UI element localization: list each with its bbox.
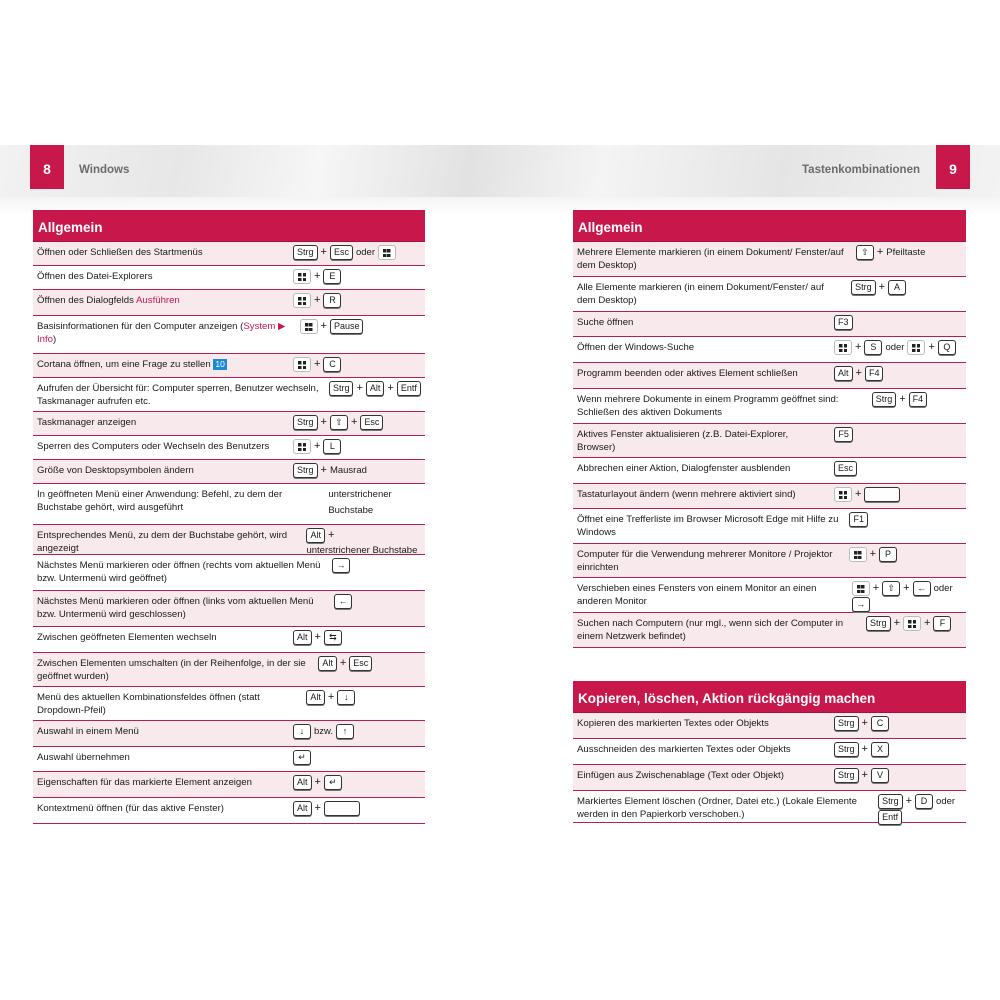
key-combination	[834, 713, 966, 738]
key-combination	[293, 242, 425, 265]
key-combination	[293, 747, 425, 771]
key-combination	[293, 290, 425, 315]
keycap: Alt	[293, 630, 312, 645]
table-row	[573, 739, 966, 765]
keycap: Alt	[293, 801, 312, 816]
shortcut-description	[573, 424, 834, 457]
description-text: Nächstes Menü markieren oder öffnen (rechts vom aktuellen Menü bzw. Untermenü wird geöffnet)	[37, 560, 321, 584]
windows-key-icon	[849, 547, 867, 562]
windows-logo-icon	[298, 297, 306, 305]
description-text: Suche öffnen	[577, 317, 634, 328]
space-key	[864, 487, 900, 502]
plus-sign: +	[350, 416, 358, 428]
keycap: Alt	[306, 690, 325, 705]
plus-sign: +	[861, 743, 868, 755]
key-combination	[293, 627, 425, 652]
shortcut-description	[573, 613, 866, 647]
key-combination	[293, 460, 425, 483]
shortcut-description	[573, 578, 852, 612]
plus-sign: +	[878, 281, 886, 293]
table-row	[33, 316, 425, 354]
description-text: Tastaturlayout ändern (wenn mehrere aktiviert sind)	[577, 489, 796, 500]
plus-sign: +	[320, 246, 327, 258]
plus-sign: +	[314, 631, 321, 643]
keycap: Entf	[397, 381, 421, 396]
windows-key-icon	[834, 340, 852, 355]
keycap: P	[879, 547, 897, 562]
shortcut-description	[33, 242, 293, 265]
shortcut-description	[573, 312, 834, 336]
table-row	[573, 791, 966, 823]
key-combination	[834, 484, 966, 508]
shortcut-description	[33, 316, 300, 353]
description-text: Auswahl in einem Menü	[37, 726, 139, 737]
windows-logo-icon	[305, 323, 313, 331]
keycap: Strg	[293, 415, 318, 430]
plus-sign: +	[924, 617, 931, 629]
shortcut-description	[573, 277, 851, 311]
key-combination	[306, 687, 425, 720]
description-text: Sperren des Computers oder Wechseln des Benutzers	[37, 441, 270, 452]
windows-logo-icon	[839, 344, 847, 352]
keycap: →	[852, 597, 870, 612]
section-header: Allgemein	[33, 210, 425, 242]
keycap: Strg	[293, 463, 318, 478]
keycap: L	[323, 439, 341, 454]
keycap: Alt	[366, 381, 385, 396]
plus-sign: +	[861, 769, 868, 781]
key-text: unterstrichener Buchstabe	[306, 545, 418, 556]
keycap: ⇧	[330, 415, 348, 430]
shortcut-description	[33, 484, 328, 524]
version-badge: 10	[215, 359, 225, 369]
keycap: Strg	[834, 742, 859, 757]
key-combination	[834, 739, 966, 764]
description-text: Öffnen des Datei-Explorers	[37, 271, 153, 282]
key-combination	[306, 525, 425, 554]
shortcut-description	[573, 739, 834, 764]
keycap: C	[871, 716, 889, 731]
key-combination	[852, 578, 966, 612]
keycap: Alt	[834, 366, 853, 381]
table-row	[573, 242, 966, 277]
space-key	[324, 801, 360, 816]
table-row	[573, 363, 966, 389]
key-text: Pfeiltaste	[886, 247, 926, 258]
table-row	[33, 266, 425, 290]
plus-sign: +	[855, 367, 862, 379]
plus-sign: +	[903, 582, 910, 594]
keycap: F1	[849, 512, 868, 527]
table-row	[33, 412, 425, 436]
key-text: oder	[936, 796, 956, 807]
keycap: Alt	[318, 656, 337, 671]
key-combination	[293, 772, 425, 797]
windows-key-icon	[378, 245, 396, 260]
description-text: Suchen nach Computern (nur mgl., wenn sich der Computer in einem Netzwerk befindet)	[577, 618, 844, 642]
windows-key-icon	[300, 319, 318, 334]
keycap: R	[323, 293, 341, 308]
windows-key-icon	[852, 581, 870, 596]
plus-sign: +	[314, 440, 321, 452]
description-text: Wenn mehrere Dokumente in einem Programm geöffnet sind: Schließen des aktiven Dokuments	[577, 394, 839, 418]
keycap: ⇧	[856, 245, 874, 260]
table-row	[33, 484, 425, 525]
description-text: Aktives Fenster aktualisieren (z.B. Datei-Explorer, Browser)	[577, 429, 789, 453]
keycap: F5	[834, 427, 853, 442]
keycap: Strg	[293, 245, 318, 260]
shortcut-description	[573, 713, 834, 738]
table-row	[573, 613, 966, 648]
description-text: Öffnet eine Trefferliste im Browser Microsoft Edge mit Hilfe zu Windows	[577, 514, 839, 538]
windows-key-icon	[293, 357, 311, 372]
plus-sign: +	[314, 358, 321, 370]
key-combination	[329, 378, 425, 411]
description-text: Markiertes Element löschen (Ordner, Datei etc.) (Lokale Elemente werden in den Papierkorb verschoben.)	[577, 796, 857, 820]
description-text: Menü des aktuellen Kombinationsfeldes öffnen (statt Dropdown-Pfeil)	[37, 692, 260, 716]
shortcut-description	[573, 509, 849, 543]
description-text: Taskmanager anzeigen	[37, 417, 137, 428]
description-text: Abbrechen einer Aktion, Dialogfenster ausblenden	[577, 463, 791, 474]
shortcut-description	[33, 747, 293, 771]
shortcut-description	[573, 458, 834, 483]
key-combination	[293, 721, 425, 746]
keycap: ↵	[293, 750, 311, 765]
plus-sign: +	[356, 382, 363, 394]
key-combination	[293, 412, 425, 435]
key-combination	[334, 591, 425, 626]
key-combination	[834, 363, 966, 388]
windows-key-icon	[903, 616, 921, 631]
table-row	[573, 312, 966, 337]
key-combination	[849, 544, 966, 577]
windows-logo-icon	[839, 491, 847, 499]
shortcut-description	[573, 337, 834, 362]
key-combination	[834, 337, 966, 362]
shortcut-description	[573, 765, 834, 790]
shortcut-description	[573, 389, 872, 423]
keycap: Esc	[349, 656, 372, 671]
description-text: Zwischen geöffneten Elementen wechseln	[37, 632, 217, 643]
key-text: unterstrichener Buchstabe	[328, 489, 392, 516]
table-row	[573, 424, 966, 458]
key-combination	[834, 424, 966, 457]
section-header: Allgemein	[573, 210, 966, 242]
key-combination	[293, 354, 425, 377]
description-text: Öffnen des Dialogfelds	[37, 295, 137, 306]
shortcut-description	[33, 436, 293, 459]
keycap: ←	[334, 594, 352, 609]
windows-key-icon	[293, 269, 311, 284]
table-row	[33, 798, 425, 824]
right-page-number: 9	[936, 145, 970, 189]
keycap: D	[915, 794, 933, 809]
shortcut-rows	[33, 242, 425, 824]
shortcut-description	[33, 525, 306, 554]
shortcut-description	[33, 378, 329, 411]
key-combination	[834, 765, 966, 790]
description-text: Auswahl übernehmen	[37, 752, 130, 763]
key-combination	[332, 555, 425, 590]
shortcut-description	[573, 363, 834, 388]
keycap: ⇧	[882, 581, 900, 596]
windows-logo-icon	[298, 273, 306, 281]
windows-logo-icon	[857, 585, 865, 593]
keycap: S	[864, 340, 882, 355]
keycap: ↵	[324, 775, 342, 790]
plus-sign: +	[314, 802, 321, 814]
key-text: oder	[885, 342, 905, 353]
description-text: Programm beenden oder aktives Element schließen	[577, 368, 798, 379]
key-combination	[318, 653, 425, 686]
keycap: ↓	[293, 724, 311, 739]
shortcut-description	[33, 266, 293, 289]
keycap: E	[323, 269, 341, 284]
windows-logo-icon	[912, 344, 920, 352]
shortcut-description	[573, 544, 849, 577]
key-combination	[293, 436, 425, 459]
shortcut-description	[33, 687, 306, 720]
keycap: Strg	[329, 381, 354, 396]
table-row	[33, 687, 425, 721]
shortcut-description	[33, 798, 293, 823]
keycap: ↑	[336, 724, 354, 739]
description-text: Größe von Desktopsymbolen ändern	[37, 465, 194, 476]
windows-logo-icon	[298, 443, 306, 451]
plus-sign: +	[899, 393, 906, 405]
plus-sign: +	[327, 529, 335, 541]
plus-sign: +	[320, 416, 327, 428]
keycap: Q	[938, 340, 956, 355]
keycap: Strg	[878, 794, 903, 809]
keycap: F4	[909, 392, 928, 407]
plus-sign: +	[855, 341, 862, 353]
plus-sign: +	[320, 320, 327, 332]
key-text: bzw.	[314, 726, 334, 737]
highlighted-term: Ausführen	[136, 295, 180, 306]
table-row	[33, 555, 425, 591]
shortcut-description	[33, 721, 293, 746]
table-row	[33, 591, 425, 627]
right-allgemein-table	[573, 210, 966, 648]
plus-sign: +	[876, 246, 884, 258]
key-text: oder	[933, 583, 953, 594]
key-combination	[849, 509, 966, 543]
plus-sign: +	[314, 776, 321, 788]
shortcut-description	[573, 484, 834, 508]
shortcut-description	[573, 791, 878, 822]
key-combination	[856, 242, 966, 276]
keycap: Entf	[878, 810, 902, 825]
description-text: In geöffneten Menü einer Anwendung: Befehl, zu dem der Buchstabe gehört, wird ausgeführt	[37, 489, 283, 513]
key-combination	[834, 458, 966, 483]
description-text: Öffnen der Windows-Suche	[577, 342, 695, 353]
left-page-number: 8	[30, 145, 64, 189]
table-row	[33, 290, 425, 316]
key-combination	[834, 312, 966, 336]
description-text: Mehrere Elemente markieren (in einem Dokument/ Fenster/auf dem Desktop)	[577, 247, 844, 271]
key-text: oder	[355, 247, 375, 258]
description-text: Alle Elemente markieren (in einem Dokument/Fenster/ auf dem Desktop)	[577, 282, 824, 306]
table-row	[33, 242, 425, 266]
plus-sign: +	[339, 657, 347, 669]
description-text: Cortana öffnen, um eine Frage zu stellen	[37, 359, 214, 370]
keycap: F4	[865, 366, 884, 381]
right-kopieren-table	[573, 681, 966, 823]
key-combination	[866, 613, 966, 647]
keycap: F	[933, 616, 951, 631]
keycap: V	[871, 768, 889, 783]
shortcut-description	[33, 653, 318, 686]
keycap: ⇆	[324, 630, 342, 645]
plus-sign: +	[320, 464, 327, 476]
keycap: ↓	[337, 690, 355, 705]
description-text: Kopieren des markierten Textes oder Objekts	[577, 718, 769, 729]
highlighted-term: System ▶ Info	[37, 321, 286, 345]
keycap: Strg	[834, 768, 859, 783]
shortcut-description	[33, 555, 332, 590]
table-row	[33, 772, 425, 798]
key-combination	[300, 316, 425, 353]
key-combination	[878, 791, 966, 822]
description-text: Verschieben eines Fensters von einem Monitor an einen anderen Monitor	[577, 583, 817, 607]
description-text: Nächstes Menü markieren oder öffnen (links vom aktuellen Menü bzw. Untermenü wird geschlossen)	[37, 596, 314, 620]
shortcut-description	[33, 772, 293, 797]
key-combination	[293, 266, 425, 289]
table-row	[573, 765, 966, 791]
key-text: Mausrad	[329, 465, 367, 476]
key-combination	[293, 798, 425, 823]
keycap: Strg	[851, 280, 876, 295]
left-allgemein-table	[33, 210, 425, 824]
shortcut-description	[33, 290, 293, 315]
description-text: Zwischen Elementen umschalten (in der Reihenfolge, in der sie geöffnet wurden)	[37, 658, 306, 682]
description-text: Eigenschaften für das markierte Element anzeigen	[37, 777, 252, 788]
keycap: Esc	[330, 245, 353, 260]
shortcut-rows	[573, 713, 966, 823]
plus-sign: +	[861, 717, 868, 729]
plus-sign: +	[387, 382, 394, 394]
plus-sign: +	[893, 617, 900, 629]
keycap: C	[323, 357, 341, 372]
windows-logo-icon	[854, 551, 862, 559]
table-row	[33, 653, 425, 687]
plus-sign: +	[327, 691, 335, 703]
windows-key-icon	[293, 293, 311, 308]
plus-sign: +	[314, 294, 321, 306]
description-text: Entsprechendes Menü, zu dem der Buchstabe gehört, wird angezeigt	[37, 530, 288, 554]
table-row	[573, 544, 966, 578]
table-row	[33, 525, 425, 555]
keycap: Strg	[834, 716, 859, 731]
description-text: Ausschneiden des markierten Textes oder Objekts	[577, 744, 791, 755]
table-row	[573, 337, 966, 363]
table-row	[573, 389, 966, 424]
table-row	[33, 436, 425, 460]
plus-sign: +	[869, 548, 877, 560]
description-text: Kontextmenü öffnen (für das aktive Fenster)	[37, 803, 224, 814]
table-row	[573, 509, 966, 544]
table-row	[573, 277, 966, 312]
table-row	[33, 721, 425, 747]
shortcut-description	[33, 354, 293, 377]
plus-sign: +	[905, 795, 913, 807]
windows-logo-icon	[298, 361, 306, 369]
table-row	[33, 747, 425, 772]
keycap: F3	[834, 315, 853, 330]
table-row	[33, 354, 425, 378]
table-row	[33, 378, 425, 412]
keycap: Strg	[872, 392, 897, 407]
table-row	[573, 578, 966, 613]
description-text: Öffnen oder Schließen des Startmenüs	[37, 247, 203, 258]
keycap: Alt	[306, 528, 325, 543]
shortcut-description	[573, 242, 856, 276]
right-running-title: Tastenkombinationen	[802, 164, 920, 176]
key-combination	[851, 277, 966, 311]
left-running-title: Windows	[79, 164, 130, 176]
key-combination	[872, 389, 966, 423]
shortcut-description	[33, 412, 293, 435]
windows-key-icon	[834, 487, 852, 502]
windows-key-icon	[907, 340, 925, 355]
shortcut-description	[33, 627, 293, 652]
windows-logo-icon	[383, 249, 391, 257]
description-text: Einfügen aus Zwischenablage (Text oder Objekt)	[577, 770, 784, 781]
table-row	[573, 713, 966, 739]
plus-sign: +	[314, 270, 321, 282]
description-text: Computer für die Verwendung mehrerer Monitore / Projektor einrichten	[577, 549, 833, 573]
keycap: A	[888, 280, 906, 295]
keycap: →	[332, 558, 350, 573]
table-row	[33, 627, 425, 653]
table-row	[33, 460, 425, 484]
windows-key-icon	[293, 439, 311, 454]
section-header: Kopieren, löschen, Aktion rückgängig machen	[573, 681, 966, 713]
shortcut-description	[33, 460, 293, 483]
keycap: Pause	[330, 319, 364, 334]
plus-sign: +	[855, 488, 862, 500]
plus-sign: +	[872, 582, 880, 594]
keycap: X	[871, 742, 889, 757]
table-row	[573, 458, 966, 484]
key-combination	[328, 484, 425, 524]
description-text: )	[53, 333, 57, 345]
plus-sign: +	[928, 341, 935, 353]
table-row	[573, 484, 966, 509]
keycap: Esc	[360, 415, 383, 430]
description-text: Basisinformationen für den Computer anzeigen (	[37, 321, 244, 332]
windows-logo-icon	[908, 620, 916, 628]
shortcut-rows	[573, 242, 966, 648]
keycap: Strg	[866, 616, 891, 631]
keycap: Alt	[293, 775, 312, 790]
description-text: Aufrufen der Übersicht für: Computer sperren, Benutzer wechseln, Taskmanager aufrufen etc.	[37, 383, 319, 407]
shortcut-description	[33, 591, 334, 626]
keycap: ←	[913, 581, 931, 596]
keycap: Esc	[834, 461, 857, 476]
